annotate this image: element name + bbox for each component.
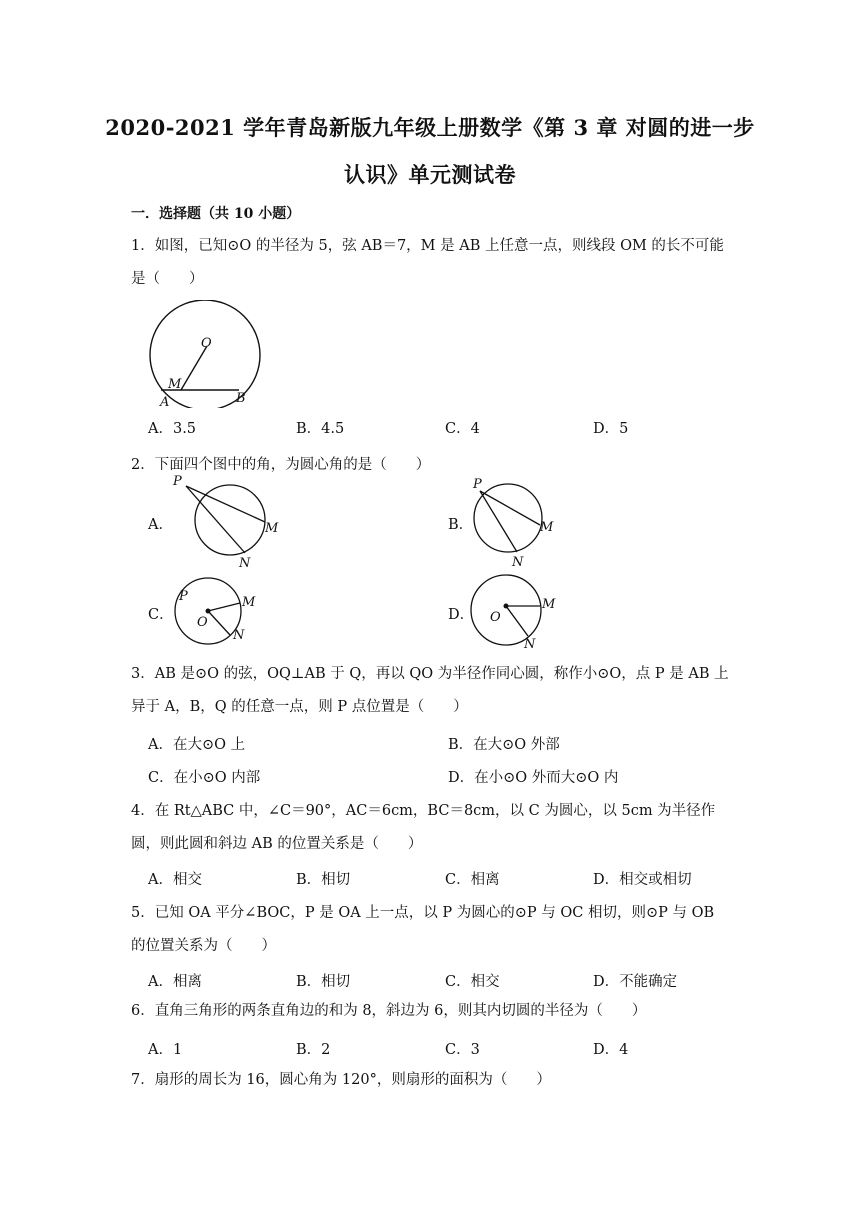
question-2-figure-d — [468, 570, 568, 650]
label-o: O — [197, 615, 208, 630]
question-1-option-b: B．4.5 — [296, 421, 345, 437]
segment-om — [181, 346, 207, 390]
question-5-stem: 5．已知 OA 平分∠BOC，P 是 OA 上一点，以 P 为圆心的⊙P 与 OC 相切，则⊙P 与 OB 的位置关系为（ ） — [131, 905, 715, 954]
question-2-option-a: A． — [148, 517, 173, 533]
center-dot — [504, 604, 509, 609]
question-5-option-c: C．相交 — [445, 974, 500, 990]
label-m: M — [265, 521, 279, 536]
question-1-option-d: D．5 — [593, 421, 629, 437]
label-a: A — [160, 395, 170, 408]
question-4-option-d: D．相交或相切 — [593, 872, 692, 888]
question-6-stem: 6．直角三角形的两条直角边的和为 8，斜边为 6，则其内切圆的半径为（ ） — [131, 1003, 647, 1019]
question-3-option-d: D．在小⊙O 外而大⊙O 内 — [448, 770, 619, 786]
question-1-stem: 1．如图，已知⊙O 的半径为 5，弦 AB＝7，M 是 AB 上任意一点，则线段 OM 的长不可能是（ ） — [131, 238, 724, 287]
question-3-option-a: A．在大⊙O 上 — [148, 737, 246, 753]
label-p: P — [473, 477, 482, 492]
label-b: B — [236, 391, 246, 406]
question-4-stem: 4．在 Rt△ABC 中，∠C＝90°，AC＝6cm，BC＝8cm，以 C 为圆心，以 5cm 为半径作圆，则此圆和斜边 AB 的位置关系是（ ） — [131, 803, 716, 852]
question-5-option-b: B．相切 — [296, 974, 351, 990]
question-3-stem: 3．AB 是⊙O 的弦，OQ⊥AB 于 Q，再以 QO 为半径作同心圆，称作小⊙O，点 P 是 AB 上异于 A，B，Q 的任意一点，则 P 点位置是（ ） — [131, 666, 729, 715]
question-6-option-c: C．3 — [445, 1042, 480, 1058]
label-n: N — [524, 637, 536, 650]
question-3-option-b: B．在大⊙O 外部 — [448, 737, 560, 753]
question-5-option-d: D．不能确定 — [593, 974, 678, 990]
question-3-option-c: C．在小⊙O 内部 — [148, 770, 261, 786]
label-m: M — [242, 595, 256, 610]
label-p: P — [179, 589, 188, 604]
section-heading: 一．选择题（共 10 小题） — [131, 206, 301, 222]
label-m: M — [540, 520, 554, 535]
question-1-option-c: C．4 — [445, 421, 480, 437]
title-line-2: 认识》单元测试卷 — [344, 162, 516, 187]
question-4-option-c: C．相离 — [445, 872, 500, 888]
question-6-option-d: D．4 — [593, 1042, 629, 1058]
question-2-option-c: C． — [148, 607, 174, 623]
label-n: N — [233, 628, 245, 643]
question-6-option-b: B．2 — [296, 1042, 331, 1058]
question-7-stem: 7．扇形的周长为 16，圆心角为 120°，则扇形的面积为（ ） — [131, 1072, 551, 1088]
question-1-figure — [140, 300, 270, 408]
question-2-option-d: D． — [448, 607, 475, 623]
label-o: O — [201, 336, 212, 351]
question-4-option-b: B．相切 — [296, 872, 351, 888]
label-n: N — [512, 555, 524, 570]
question-2-stem: 2．下面四个图中的角，为圆心角的是（ ） — [131, 457, 431, 473]
label-m: M — [168, 377, 182, 392]
question-2-figure-c — [170, 575, 270, 647]
title-line-1: 2020-2021 学年青岛新版九年级上册数学《第 3 章 对圆的进一步 — [105, 115, 755, 140]
question-1-option-a: A．3.5 — [148, 421, 197, 437]
label-p: P — [173, 474, 182, 489]
label-n: N — [239, 556, 251, 570]
question-5-option-a: A．相离 — [148, 974, 202, 990]
question-2-option-b: B． — [448, 517, 474, 533]
question-2-figure-b — [468, 470, 568, 570]
question-2-figure-a — [170, 470, 288, 570]
label-o: O — [490, 610, 501, 625]
label-m: M — [542, 597, 556, 612]
question-6-option-a: A．1 — [148, 1042, 183, 1058]
center-dot — [206, 609, 211, 614]
question-4-option-a: A．相交 — [148, 872, 202, 888]
